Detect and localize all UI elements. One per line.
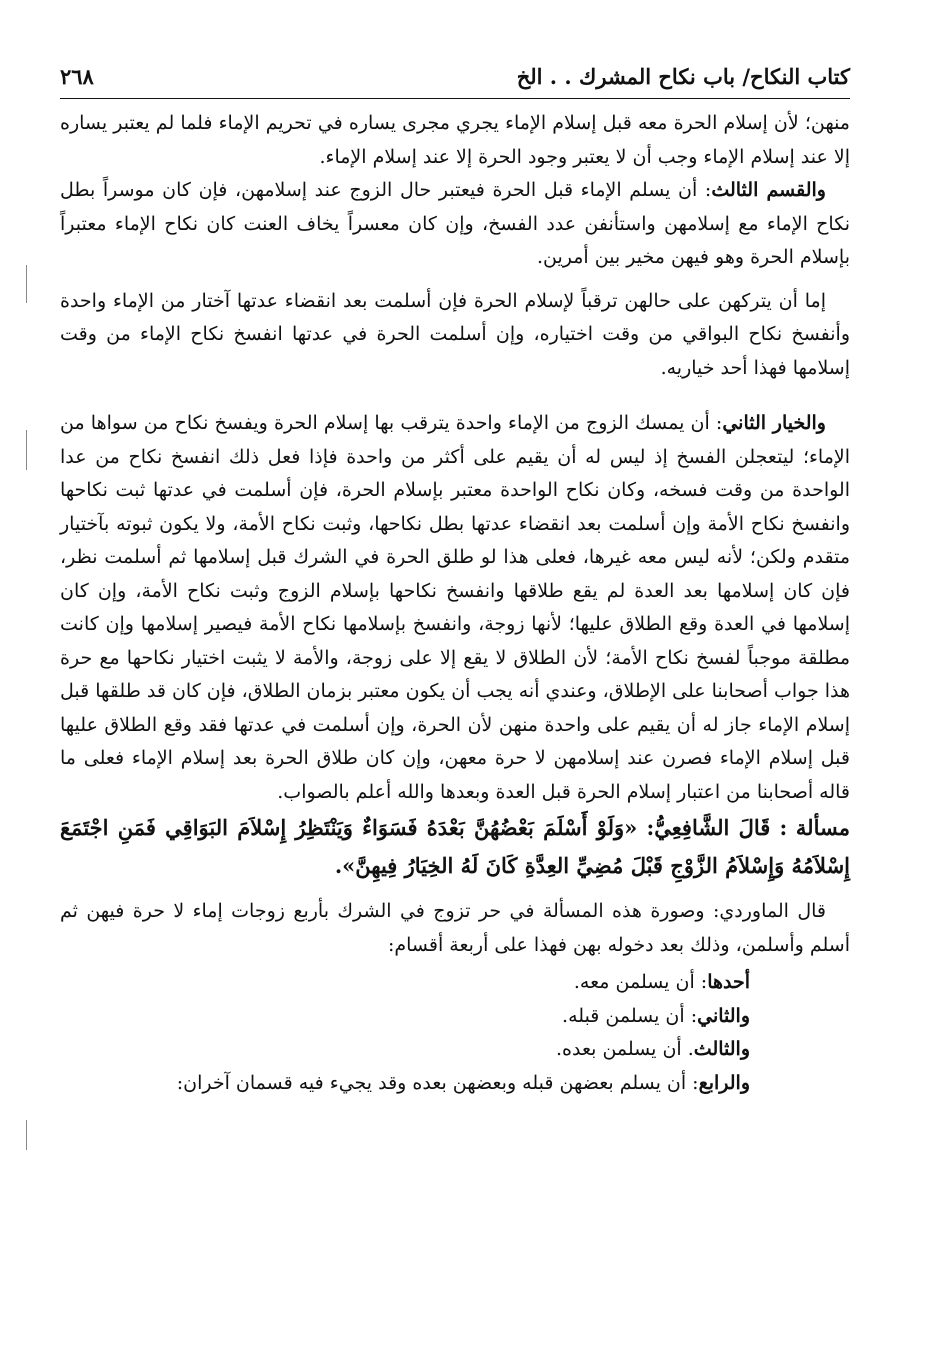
scan-margin-mark	[26, 1120, 27, 1150]
page-number: ٢٦٨	[60, 64, 94, 89]
scan-margin-mark	[26, 430, 27, 470]
cases-list	[60, 966, 850, 1100]
header-title: كتاب النكاح/ باب نكاح المشرك . . الخ	[516, 64, 850, 89]
case-item: والثاني: أن يسلمن قبله.	[562, 1004, 750, 1027]
masala-label: مسألة	[795, 815, 850, 840]
term-second-option: والخيار الثاني	[722, 412, 826, 434]
masala-speaker: قَالَ الشَّافِعِيُّ	[654, 815, 771, 840]
document-page	[60, 62, 850, 1100]
paragraph-second-option: والخيار الثاني: أن يمسك الزوج من الإماء واحدة يترقب بها إسلام الحرة ويفسخ نكاح من سواها من الإماء؛ ليتعجلن الفسخ إذ ليس له أن يقيم على أكثر من واحدة فإذا فعل ذلك انفسخ نكاح من عدا الواحدة من وقت فسخه، وكان نكاح الواحدة معتبر بإسلام الحرة، فإن أسلمت في عدتها ثبت نكاحها وانفسخ نكاح الأمة وإن أسلمت بعد انقضاء عدتها بطل نكاحها، وثبت نكاح الأمة، ولا يكون ثبوته بآختيار متقدم ولكن؛ لأنه ليس معه غيرها، فعلى هذا لو طلق الحرة في الشرك قبل إسلامها ثم أسلمت نظر، فإن كان إسلامها بعد العدة لم يقع طلاقها وانفسخ نكاحها بإسلام الزوج وثبت نكاح الأمة، وإن كان إسلامها في العدة وقع الطلاق عليها؛ لأنها زوجة، وانفسخ بإسلامها نكاح الأمة فيصير إسلامها وإن كانت مطلقة موجباً لفسخ نكاح الأمة؛ لأن الطلاق لا يقع إلا على زوجة، والأمة لا يثبت اختيار نكاحها مع حرة هذا جواب أصحابنا على الإطلاق، وعندي أنه يجب أن يكون معتبر بزمان الطلاق، فإن كان قد طلقها قبل إسلام الإماء جاز له أن يقيم على واحدة منهن لأن الحرة، وإن أسلمت في عدتها فقد وقع الطلاق عليها قبل إسلام الإماء فصرن عند إسلامهن لا حرة معهن، وإن كان طلاق الحرة بعد إسلام الإماء فعلى ما قاله أصحابنا من اعتبار إسلام الحرة قبل العدة وبعدها والله أعلم بالصواب.	[60, 412, 850, 803]
paragraph-first-option: إما أن يتركهن على حالهن ترقباً لإسلام الحرة فإن أسلمت بعد انقضاء عدتها آختار من الإماء واحدة وأنفسخ نكاح البواقي من وقت اختياره، وإن أسلمت الحرة في عدتها انفسخ نكاح الإماء من وقت إسلامها فهذا أحد خياريه.	[60, 289, 850, 379]
scan-margin-mark	[26, 265, 27, 303]
case-item: والرابع: أن يسلم بعضهن قبله وبعضهن بعده وقد يجيء فيه قسمان آخران:	[176, 1071, 750, 1094]
case-item: أحدها: أن يسلمن معه.	[573, 971, 750, 993]
masala-quote: : «وَلَوْ أَسْلَمَ بَعْضُهُنَّ بَعْدَهُ فَسَوَاءٌ وَيَنْتَظِرُ إِسْلاَمَ البَوَاقِي فَمَنِ اجْتَمَعَ إِسْلاَمُهُ وَإِسْلاَمُ الزَّوْجِ قَبْلَ مُضِيِّ العِدَّةِ كَانَ لَهُ الخِيَارُ فِيهِنَّ».	[60, 815, 850, 878]
masala-paragraph: مسألة : قَالَ الشَّافِعِيُّ: «وَلَوْ أَسْلَمَ بَعْضُهُنَّ بَعْدَهُ فَسَوَاءٌ وَيَنْتَظِرُ إِسْلاَمَ البَوَاقِي فَمَنِ اجْتَمَعَ إِسْلاَمُهُ وَإِسْلاَمُ الزَّوْجِ قَبْلَ مُضِيِّ العِدَّةِ كَانَ لَهُ الخِيَارُ فِيهِنَّ».	[60, 815, 850, 878]
paragraph-1: منهن؛ لأن إسلام الحرة معه قبل إسلام الإماء يجري مجرى يساره في تحريم الإماء فلما لم يعتبر يساره إلا عند إسلام الإماء وجب أن لا يعتبر وجود الحرة إلا عند إسلام الإماء.	[60, 112, 850, 168]
paragraph-third-case: والقسم الثالث: أن يسلم الإماء قبل الحرة فيعتبر حال الزوج عند إسلامهن، فإن كان موسراً بطل نكاح الإماء مع إسلامهن واستأنفن عدد الفسخ، وإن كان معسراً يخاف العنت كان نكاح الإماء معتبراً بإسلام الحرة وهو فيهن مخير بين أمرين.	[60, 179, 851, 268]
term-third-case: والقسم الثالث	[711, 179, 826, 201]
case-item: والثالث. أن يسلمن بعده.	[555, 1038, 750, 1060]
running-header	[60, 62, 850, 99]
mawardi-paragraph: قال الماوردي: وصورة هذه المسألة في حر تزوج في الشرك بأربع زوجات إماء لا حرة فيهن ثم أسلم وأسلمن، وذلك بعد دخوله بهن فهذا على أربعة أقسام:	[60, 900, 850, 956]
